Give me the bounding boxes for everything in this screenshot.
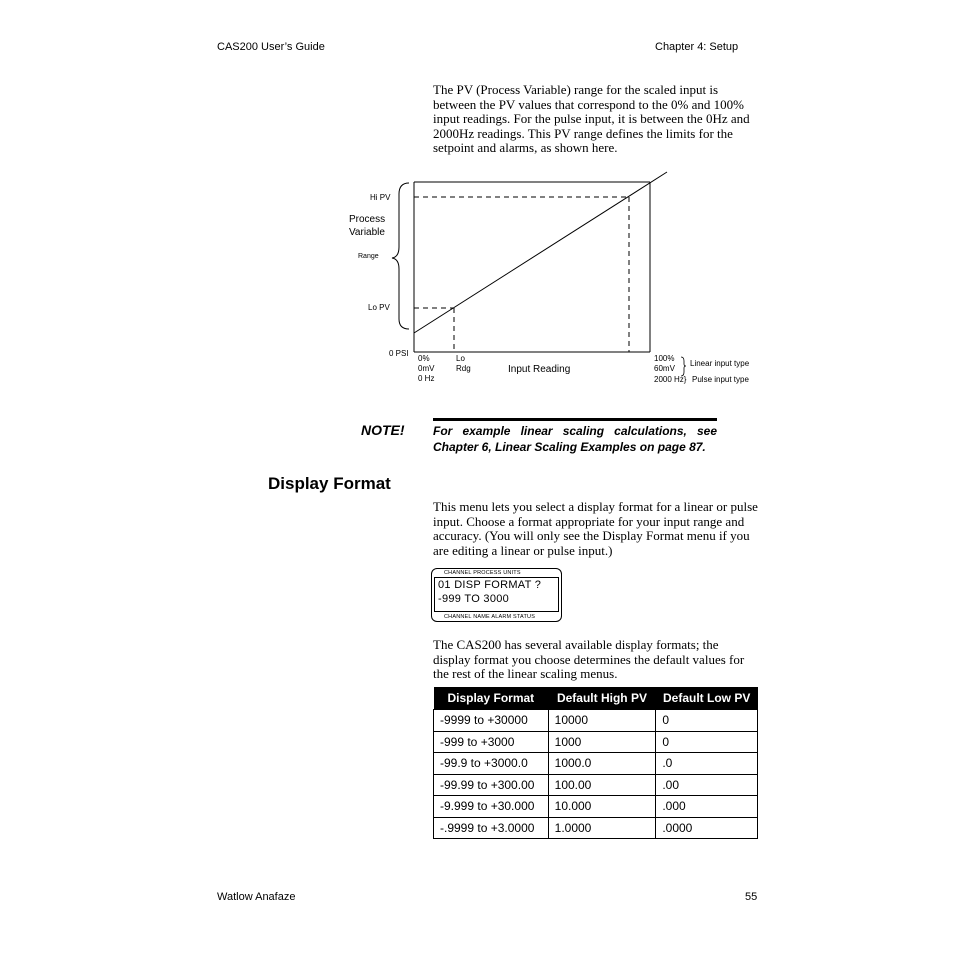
header-display-format: Display Format xyxy=(434,687,549,710)
pulse-input-type-label: Pulse input type xyxy=(692,375,749,384)
table-row xyxy=(434,710,758,732)
table-cell: 1000 xyxy=(548,731,656,753)
table-row xyxy=(434,731,758,753)
table-cell: 1.0000 xyxy=(548,817,656,839)
display-format-paragraph: This menu lets you select a display format for a linear or pulse input. Choose a format appropriate for your input range and accuracy. (You will only see the Display Format menu if you are editing a linear or pulse input.) xyxy=(433,499,758,558)
lcd-display xyxy=(431,568,562,622)
x-left-mv-label: 0mV xyxy=(418,364,435,373)
lcd-line-1: 01 DISP FORMAT ? xyxy=(438,579,542,591)
table-row xyxy=(434,753,758,775)
table-cell: -.9999 to +3.0000 xyxy=(434,817,549,839)
x-right-percent-label: 100% xyxy=(654,354,675,363)
table-cell: -9.999 to +30.000 xyxy=(434,796,549,818)
footer-company: Watlow Anafaze xyxy=(217,891,296,903)
lo-rdg-label-1: Lo xyxy=(456,354,465,363)
table-cell: 10000 xyxy=(548,710,656,732)
note-text xyxy=(433,424,717,455)
header-guide-title: CAS200 User’s Guide xyxy=(217,41,325,53)
linear-input-type-label: Linear input type xyxy=(690,359,750,368)
table-header-row xyxy=(434,687,758,710)
table-cell: 1000.0 xyxy=(548,753,656,775)
table-cell: -99.9 to +3000.0 xyxy=(434,753,549,775)
lcd-screen xyxy=(434,577,559,612)
process-label: Process xyxy=(349,214,386,225)
x-left-percent-label: 0% xyxy=(418,354,430,363)
note-label: NOTE! xyxy=(361,422,405,438)
note-line-1: For example linear scaling calculations, see xyxy=(433,424,717,438)
display-format-table xyxy=(433,687,758,839)
lo-pv-label: Lo PV xyxy=(368,303,390,312)
table-cell: .0000 xyxy=(656,817,758,839)
note-rule xyxy=(433,418,717,421)
table-cell: 0 xyxy=(656,731,758,753)
x-right-hz-label: 2000 Hz} xyxy=(654,375,687,384)
header-default-low-pv: Default Low PV xyxy=(656,687,758,710)
x-left-hz-label: 0 Hz xyxy=(418,374,435,383)
lcd-top-label: CHANNEL PROCESS UNITS xyxy=(444,570,521,576)
table-row xyxy=(434,796,758,818)
table-row xyxy=(434,774,758,796)
section-title: Display Format xyxy=(268,474,391,493)
hi-pv-label: Hi PV xyxy=(370,193,391,202)
table-cell: .000 xyxy=(656,796,758,818)
lcd-bottom-label: CHANNEL NAME ALARM STATUS xyxy=(444,614,536,620)
table-row xyxy=(434,817,758,839)
table-cell: -99.99 to +300.00 xyxy=(434,774,549,796)
note-line-2: Chapter 6, Linear Scaling Examples on page 87. xyxy=(433,439,706,454)
variable-label: Variable xyxy=(349,227,385,238)
table-cell: .00 xyxy=(656,774,758,796)
formats-paragraph: The CAS200 has several available display formats; the display format you choose determines the default values for the rest of the linear scaling menus. xyxy=(433,637,745,682)
header-default-high-pv: Default High PV xyxy=(548,687,656,710)
zero-psi-label: 0 PSI xyxy=(389,349,409,358)
table-cell: 0 xyxy=(656,710,758,732)
header-chapter: Chapter 4: Setup xyxy=(655,41,739,53)
footer-page-number: 55 xyxy=(745,891,758,903)
table-cell: .0 xyxy=(656,753,758,775)
table-cell: -999 to +3000 xyxy=(434,731,549,753)
table-cell: 100.00 xyxy=(548,774,656,796)
x-right-mv-label: 60mV xyxy=(654,364,675,373)
range-label: Range xyxy=(358,253,379,260)
x-axis-label: Input Reading xyxy=(508,364,571,375)
table-cell: -9999 to +30000 xyxy=(434,710,549,732)
table-cell: 10.000 xyxy=(548,796,656,818)
lo-rdg-label-2: Rdg xyxy=(456,364,471,373)
lcd-line-2: -999 TO 3000 xyxy=(438,593,510,605)
intro-paragraph: The PV (Process Variable) range for the scaled input is between the PV values that correspond to the 0% and 100% input readings. For the pulse input, it is between the 0Hz and 2000Hz readings. This PV range defines the limits for the setpoint and alarms, as shown here. xyxy=(433,82,750,156)
